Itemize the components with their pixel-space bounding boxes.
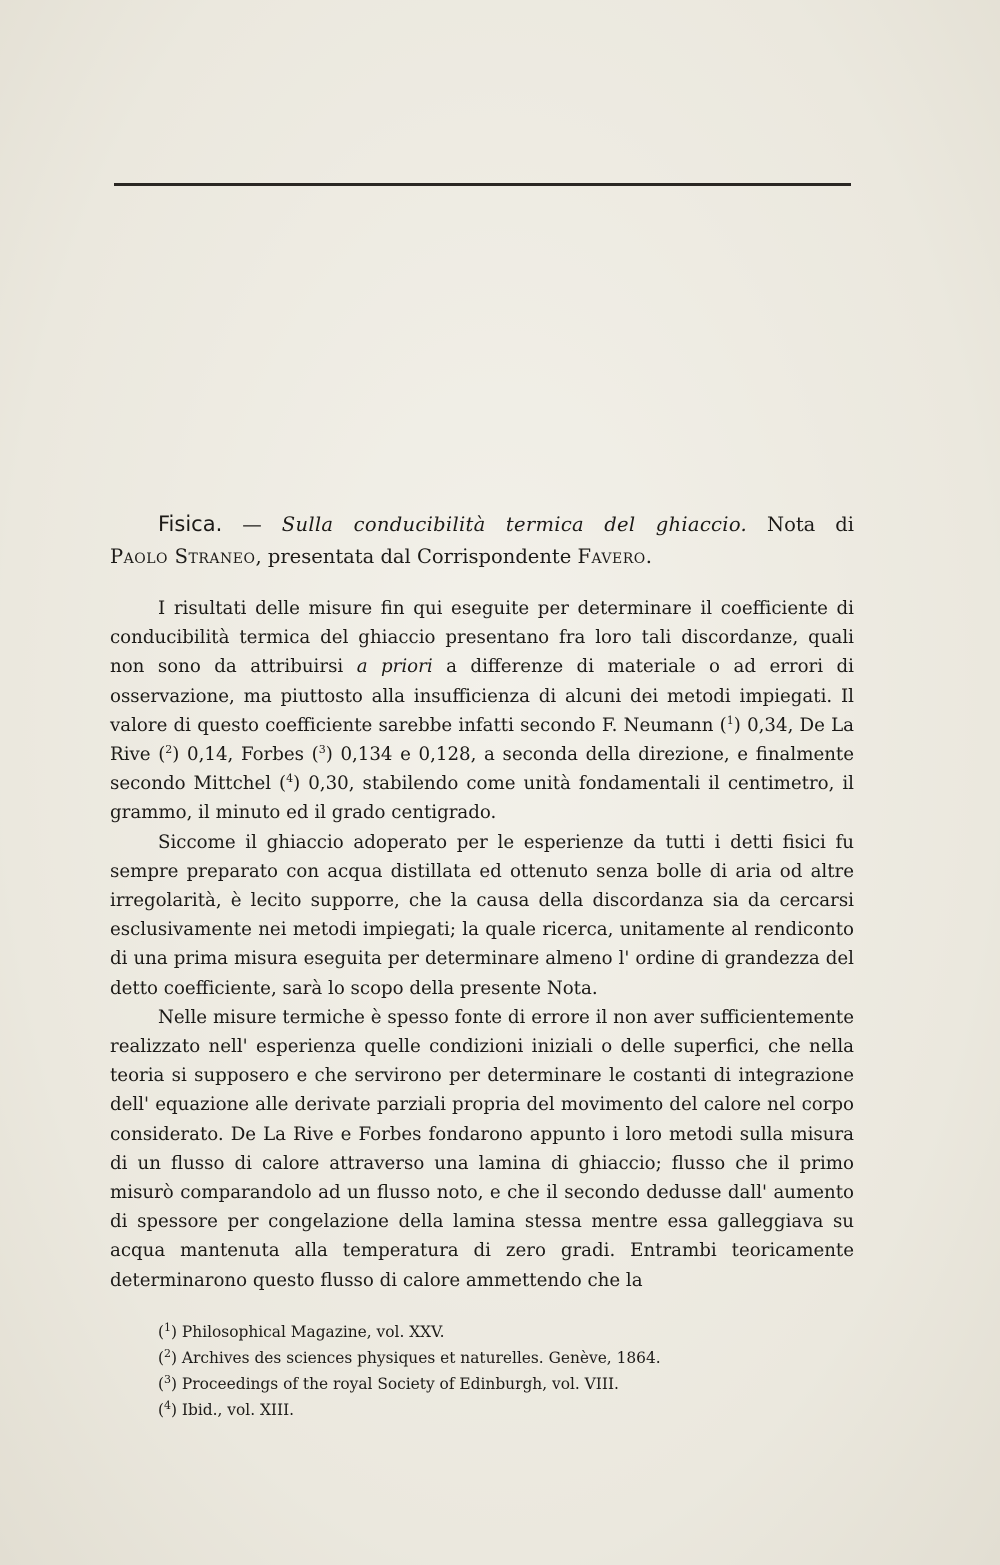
footnote-1: ($^1$) Philosophical Magazine, vol. XXV. xyxy=(158,1320,445,1341)
section-label: Fisica. xyxy=(158,512,223,536)
header-rule xyxy=(114,183,851,186)
footnote-ref-4: 4 xyxy=(286,772,294,786)
footnote-4: ($^4$) Ibid., vol. XIII. xyxy=(158,1398,295,1419)
heading-line-1 xyxy=(110,508,854,541)
footnotes xyxy=(158,1319,848,1423)
author-name: Paolo Straneo xyxy=(110,545,256,568)
paragraph-1 xyxy=(110,594,854,828)
footnote-ref-3: 3 xyxy=(318,742,326,756)
footnote-2: ($^2$) Archives des sciences physiques et naturelles. Genève, 1864. xyxy=(158,1346,661,1367)
footnote-3-text: Proceedings of the royal Society of Edinburgh, vol. VIII. xyxy=(177,1375,619,1393)
footnote-3-number: 3 xyxy=(164,1372,172,1386)
footnote-1-text: Philosophical Magazine, vol. XXV. xyxy=(177,1323,445,1341)
footnote-1-number: 1 xyxy=(164,1320,172,1334)
footnote-2-text: Archives des sciences physiques et naturelles. Genève, 1864. xyxy=(177,1349,661,1367)
heading-period: . xyxy=(645,545,652,568)
paragraph-1-text-b: a differenze di materiale o ad errori di osservazione, ma piuttosto alla insufficienza di alcuni dei metodi impiegati. Il valore di questo coefficiente sarebbe infatti secondo F. Neumann ( xyxy=(110,656,854,736)
paragraph-1-italic: a priori xyxy=(356,656,433,678)
article-title: Sulla conducibilità termica del ghiaccio. xyxy=(281,513,748,536)
presenter-name: Favero xyxy=(577,545,646,568)
footnote-3: ($^3$) Proceedings of the royal Society of Edinburgh, vol. VIII. xyxy=(158,1372,619,1393)
paragraph-3: Nelle misure termiche è spesso fonte di errore il non aver sufficientemente realizzato nell' esperienza quelle condizioni iniziali o delle superfici, che nella teoria si supposero e che servirono per determinare le costanti di integrazione dell' equazione alle derivate parziali propria del movimento del calore nel corpo considerato. De La Rive e Forbes fondarono appunto i loro metodi sulla misura di un flusso di calore attraverso una lamina di ghiaccio; flusso che il primo misurò comparandolo ad un flusso noto, e che il secondo dedusse dall' aumento di spessore per congelazione della lamina stessa mentre essa galleggiava su acqua mantenuta alla temperatura di zero gradi. Entrambi teoricamente determinarono questo flusso di calore ammettendo che la xyxy=(110,1006,854,1291)
paragraph-1-text-f: ) 0,30, stabilendo come unità fondamentali il centimetro, il grammo, il minuto ed il grado centigrado. xyxy=(110,773,855,824)
paragraph-1-text-d: ) 0,14, Forbes ( xyxy=(172,744,319,766)
article-heading xyxy=(110,508,854,573)
footnote-ref-1: 1 xyxy=(726,713,734,727)
paragraph-1-text-a: I risultati delle misure fin qui eseguite per determinare il coefficiente di conducibilità termica del ghiaccio presentano fra loro tali discordanze, quali non sono da attribuirsi xyxy=(110,598,854,678)
paragraph-2: Siccome il ghiaccio adoperato per le esperienze da tutti i detti fisici fu sempre preparato con acqua distillata ed ottenuto senza bolle di aria od altre irregolarità, è lecito supporre, che la causa della discordanza sia da cercarsi esclusivamente nei metodi impiegati; la quale ricerca, unitamente al rendiconto di una prima misura eseguita per determinare almeno l' ordine di grandezza del detto coefficiente, sarà lo scopo della presente Nota. xyxy=(110,831,854,999)
footnote-4-text: Ibid., vol. XIII. xyxy=(177,1401,295,1419)
presented-by: , presentata dal Corrispondente xyxy=(255,545,578,568)
footnote-4-number: 4 xyxy=(164,1398,172,1412)
paragraph-1-text-c: ) 0,34, De La Rive ( xyxy=(110,714,855,766)
article-body xyxy=(110,594,854,1295)
footnote-ref-2: 2 xyxy=(165,742,173,756)
heading-nota: Nota di xyxy=(767,513,855,536)
heading-dash: — xyxy=(242,513,262,536)
footnote-2-number: 2 xyxy=(164,1346,172,1360)
paragraph-1-text-e: ) 0,134 e 0,128, a seconda della direzione, e finalmente secondo Mittchel ( xyxy=(110,744,854,795)
